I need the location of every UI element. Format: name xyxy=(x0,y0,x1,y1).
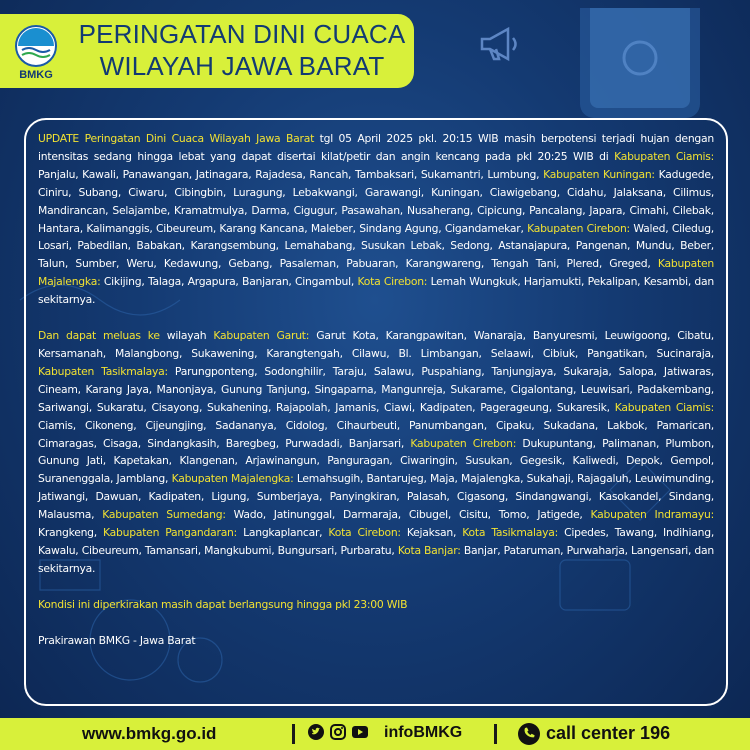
region-label: Kabupaten Garut: xyxy=(213,329,310,343)
region-label: Kabupaten Pangandaran: xyxy=(103,526,238,540)
region-label: Kota Cirebon: xyxy=(328,526,401,540)
title-line-1: PERINGATAN DINI CUACA xyxy=(78,19,406,49)
signature: Prakirawan BMKG - Jawa Barat xyxy=(38,633,196,647)
area-list-text: wilayah xyxy=(159,329,214,343)
footer-bar xyxy=(0,718,750,750)
phone-icon xyxy=(518,723,540,745)
region-label: Kabupaten Ciamis: xyxy=(614,400,714,414)
region-label: Kabupaten Sumedang: xyxy=(102,508,226,522)
condition-text: Kondisi ini diperkirakan masih dapat berlangsung hingga pkl 23:00 WIB xyxy=(38,597,408,611)
area-list-text: tgl 05 April 2025 pkl. 20:15 WIB masih berpotensi terjadi hujan dengan intensitas sedang hingga lebat yang dapat disertai kilat/petir dan angin kencang pada pkl 20:25 WIB di xyxy=(38,132,714,163)
region-label: Kabupaten Kuningan: xyxy=(543,167,655,181)
area-list-text: Cikijing, Talaga, Argapura, Banjaran, Cingambul, xyxy=(100,275,358,289)
area-list-text: Ciamis, Cikoneng, Cijeungjing, Sadananya, Cidolog, Cihaurbeuti, Panumbangan, Cipaku, Sukadana, Lakbok, Pamarican, Cimaragas, Cisaga, Sindangkasih, Baregbeg, Purwadadi, Banjarsari, xyxy=(38,418,714,450)
area-list-text: Banjar, Pataruman, Purwaharja, Langensari, dan sekitarnya. xyxy=(38,543,714,575)
area-list-text: Waled, Ciledug, Losari, Pabedilan, Babakan, Karangsembung, Lemahabang, Susukan Lebak, Sedong, Astanajapura, Pangenan, Mundu, Beber, Talun, Sumber, Weru, Kedawung, Gebang, Pasaleman, Pabuaran, Karangwareng, Tengah Tani, Plered, Greged, xyxy=(38,221,714,271)
area-list-text: Dukupuntang, Palimanan, Plumbon, Gunung Jati, Kapetakan, Klangenan, Arjawinangun, Panguragan, Ciwaringin, Susukan, Gegesik, Kaliwedi, Depok, Gempol, Suranenggala, Jamblang, xyxy=(38,436,714,486)
phone-illustration-icon xyxy=(560,8,710,128)
area-list-text: Langkaplancar, xyxy=(237,526,329,540)
social-handle[interactable]: infoBMKG xyxy=(384,724,463,741)
region-label: Kabupaten Majalengka: xyxy=(171,472,294,486)
region-label: Kabupaten Indramayu: xyxy=(590,508,714,522)
area-list-text: Cipedes, Tawang, Indihiang, Kawalu, Cibeureum, Tamansari, Mangkubumi, Bungursari, Purbaratu, xyxy=(38,526,715,557)
area-list-text: Kejaksan, xyxy=(400,526,463,540)
page-title xyxy=(70,18,414,82)
region-label: Kota Banjar: xyxy=(397,543,461,557)
megaphone-icon xyxy=(478,26,522,62)
region-label: Kabupaten Cirebon: xyxy=(527,221,630,235)
website-link[interactable]: www.bmkg.go.id xyxy=(82,724,217,743)
social-icons xyxy=(308,724,368,740)
area-list-text: Kadugede, Ciniru, Subang, Ciwaru, Cibingbin, Luragung, Lebakwangi, Garawangi, Kuningan, Ciawigebang, Cidahu, Jalaksana, Cilimus, Mandirancan, Selajambe, Kramatmulya, Darma, Cigugur, Pasawahan, Nusaherang, Cipicung, Pancalang, Japara, Cimahi, Cilebak, Hantara, Kalimanggis, Cibeureum, Karang Kancana, Maleber, Sindang Agung, Cigandamekar, xyxy=(38,167,714,235)
region-label: Dan dapat meluas ke xyxy=(38,329,160,343)
warning-paragraph-expansion xyxy=(38,327,714,578)
instagram-icon[interactable] xyxy=(330,724,346,740)
warning-content-card xyxy=(24,118,728,706)
region-label: Kota Cirebon: xyxy=(357,275,428,289)
warning-paragraph-main xyxy=(38,130,714,309)
youtube-icon[interactable] xyxy=(352,724,368,740)
footer-divider xyxy=(292,724,295,744)
region-label: Kabupaten Ciamis: xyxy=(614,149,715,163)
area-list-text: Panjalu, Kawali, Panawangan, Jatinagara, Rajadesa, Rancah, Tambaksari, Sukamantri, Lumbung, xyxy=(38,167,544,181)
region-label: Kabupaten Majalengka: xyxy=(38,257,714,289)
area-list-text: Lemah Wungkuk, Harjamukti, Pekalipan, Kesambi, dan sekitarnya. xyxy=(38,275,714,307)
area-list-text: Wado, Jatinunggal, Darmaraja, Cibugel, Cisitu, Tomo, Jatigede, xyxy=(225,508,591,522)
area-list-text: Lemahsugih, Bantarujeg, Maja, Majalengka, Sukahaji, Rajagaluh, Leuwimunding, Jatiwangi, Dawuan, Kadipaten, Ligung, Sumberjaya, Panyingkiran, Palasah, Cigasong, Sindangwangi, Kasokandel, Sindang, Malausma, xyxy=(38,472,714,522)
twitter-icon[interactable] xyxy=(308,724,324,740)
region-label: Kabupaten Cirebon: xyxy=(410,436,517,450)
region-label: Kabupaten Tasikmalaya: xyxy=(38,364,168,378)
bmkg-logo xyxy=(10,24,62,80)
footer-divider xyxy=(494,724,497,744)
area-list-text: Parungponteng, Sodonghilir, Taraju, Salawu, Puspahiang, Tanjungjaya, Sukaraja, Salopa, Jatiwaras, Cineam, Karang Jaya, Manonjaya, Gunung Tanjung, Singaparna, Mangunreja, Sukarame, Cigalontang, Leuwisari, Padakembang, Sariwangi, Sukaratu, Cisayong, Sukahening, Rajapolah, Jamanis, Ciawi, Kadipaten, Pagerageung, Sukaresik, xyxy=(38,364,714,414)
region-label: UPDATE Peringatan Dini Cuaca Wilayah Jawa Barat xyxy=(38,132,315,145)
area-list-text: Garut Kota, Karangpawitan, Wanaraja, Banyuresmi, Leuwigoong, Cibatu, Kersamanah, Malangbong, Sukawening, Karangtengah, Cilawu, Bl. Limbangan, Selaawi, Cibiuk, Pangatikan, Sucinaraja, xyxy=(38,329,714,360)
logo-text: BMKG xyxy=(19,69,53,80)
title-line-2: WILAYAH JAWA BARAT xyxy=(99,51,385,81)
region-label: Kota Tasikmalaya: xyxy=(462,526,559,540)
area-list-text: Krangkeng, xyxy=(38,526,104,540)
call-center[interactable]: call center 196 xyxy=(546,723,671,743)
